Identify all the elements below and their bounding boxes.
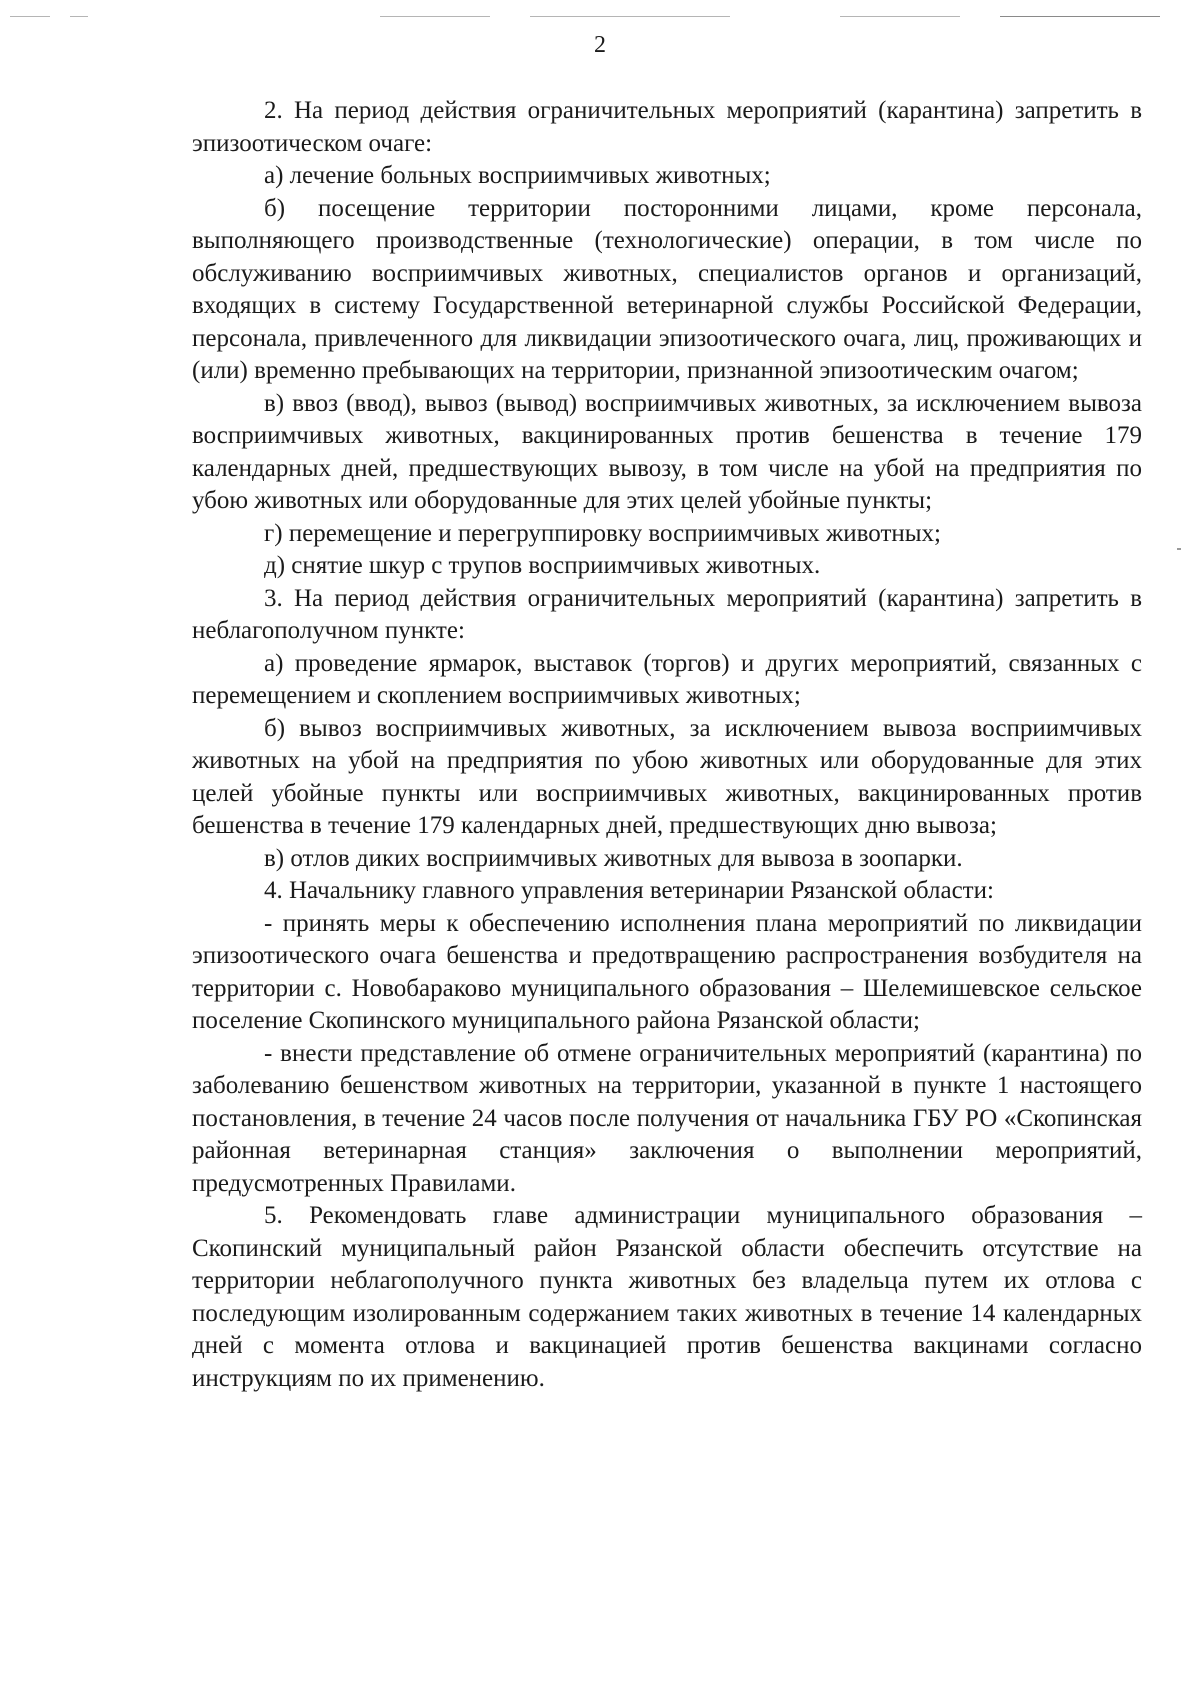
- paragraph-item-2v: в) ввоз (ввод), вывоз (вывод) восприимчивых животных, за исключением вывоза восприимчивых животных, вакцинированных против бешенства в течение 179 календарных дней, предшествующих вывозу, в том числе на убой на предприятия по убою животных или оборудованные для этих целей убойные пункты;: [192, 389, 1142, 514]
- paragraph-item-2b: б) посещение территории посторонними лицами, кроме персонала, выполняющего производственные (технологические) операции, в том числе по обслуживанию восприимчивых животных, специалистов органов и организаций, входящих в систему Государственной ветеринарной службы Российской Федерации, персонала, привлеченного для ликвидации эпизоотического очага, лиц, проживающих и (или) временно пребывающих на территории, признанной эпизоотическим очагом;: [192, 194, 1142, 384]
- paragraph-item-2: 2. На период действия ограничительных мероприятий (карантина) запретить в эпизоотическом очаге:: [192, 97, 1142, 157]
- page-number: 2: [594, 32, 606, 58]
- paragraph-item-3: 3. На период действия ограничительных мероприятий (карантина) запретить в неблагополучном пункте:: [192, 584, 1142, 644]
- paragraph-item-5: 5. Рекомендовать главе администрации муниципального образования – Скопинский муниципальный район Рязанской области обеспечить отсутствие на территории неблагополучного пункта животных без владельца путем их отлова с последующим изолированным содержанием таких животных в течение 14 календарных дней с момента отлова и вакцинацией против бешенства вакцинами согласно инструкциям по их применению.: [192, 1202, 1142, 1392]
- paragraph-item-3a: а) проведение ярмарок, выставок (торгов) и других мероприятий, связанных с перемещением и скоплением восприимчивых животных;: [192, 649, 1142, 709]
- paragraph-item-4-first-dash: - принять меры к обеспечению исполнения плана мероприятий по ликвидации эпизоотического очага бешенства и предотвращению распространения возбудителя на территории с. Новобараково муниципального образования – Шелемишевское сельское поселение Скопинского муниципального района Рязанской области;: [192, 909, 1142, 1034]
- paragraph-item-4-second-dash: - внести представление об отмене ограничительных мероприятий (карантина) по заболеванию бешенством животных на территории, указанной в пункте 1 настоящего постановления, в течение 24 часов после получения от начальника ГБУ РО «Скопинская районная ветеринарная станция» заключения о выполнении мероприятий, предусмотренных Правилами.: [192, 1039, 1142, 1197]
- scan-margin-mark: [1177, 548, 1181, 550]
- paragraph-item-3b: б) вывоз восприимчивых животных, за исключением вывоза восприимчивых животных на убой на предприятия по убою животных или оборудованные для этих целей убойные пункты или восприимчивых животных, вакцинированных против бешенства в течение 179 календарных дней, предшествующих дню вывоза;: [192, 714, 1142, 839]
- paragraph-item-2a: а) лечение больных восприимчивых животных;: [264, 162, 771, 189]
- paragraph-item-2d: д) снятие шкур с трупов восприимчивых животных.: [264, 552, 821, 579]
- paragraph-item-2g: г) перемещение и перегруппировку восприимчивых животных;: [264, 519, 941, 547]
- document-body: [192, 95, 1142, 1395]
- paragraph-item-4: 4. Начальнику главного управления ветеринарии Рязанской области:: [264, 877, 994, 904]
- paragraph-item-3v: в) отлов диких восприимчивых животных для вывоза в зоопарки.: [264, 844, 963, 872]
- scan-edge-artifact: [0, 10, 1200, 24]
